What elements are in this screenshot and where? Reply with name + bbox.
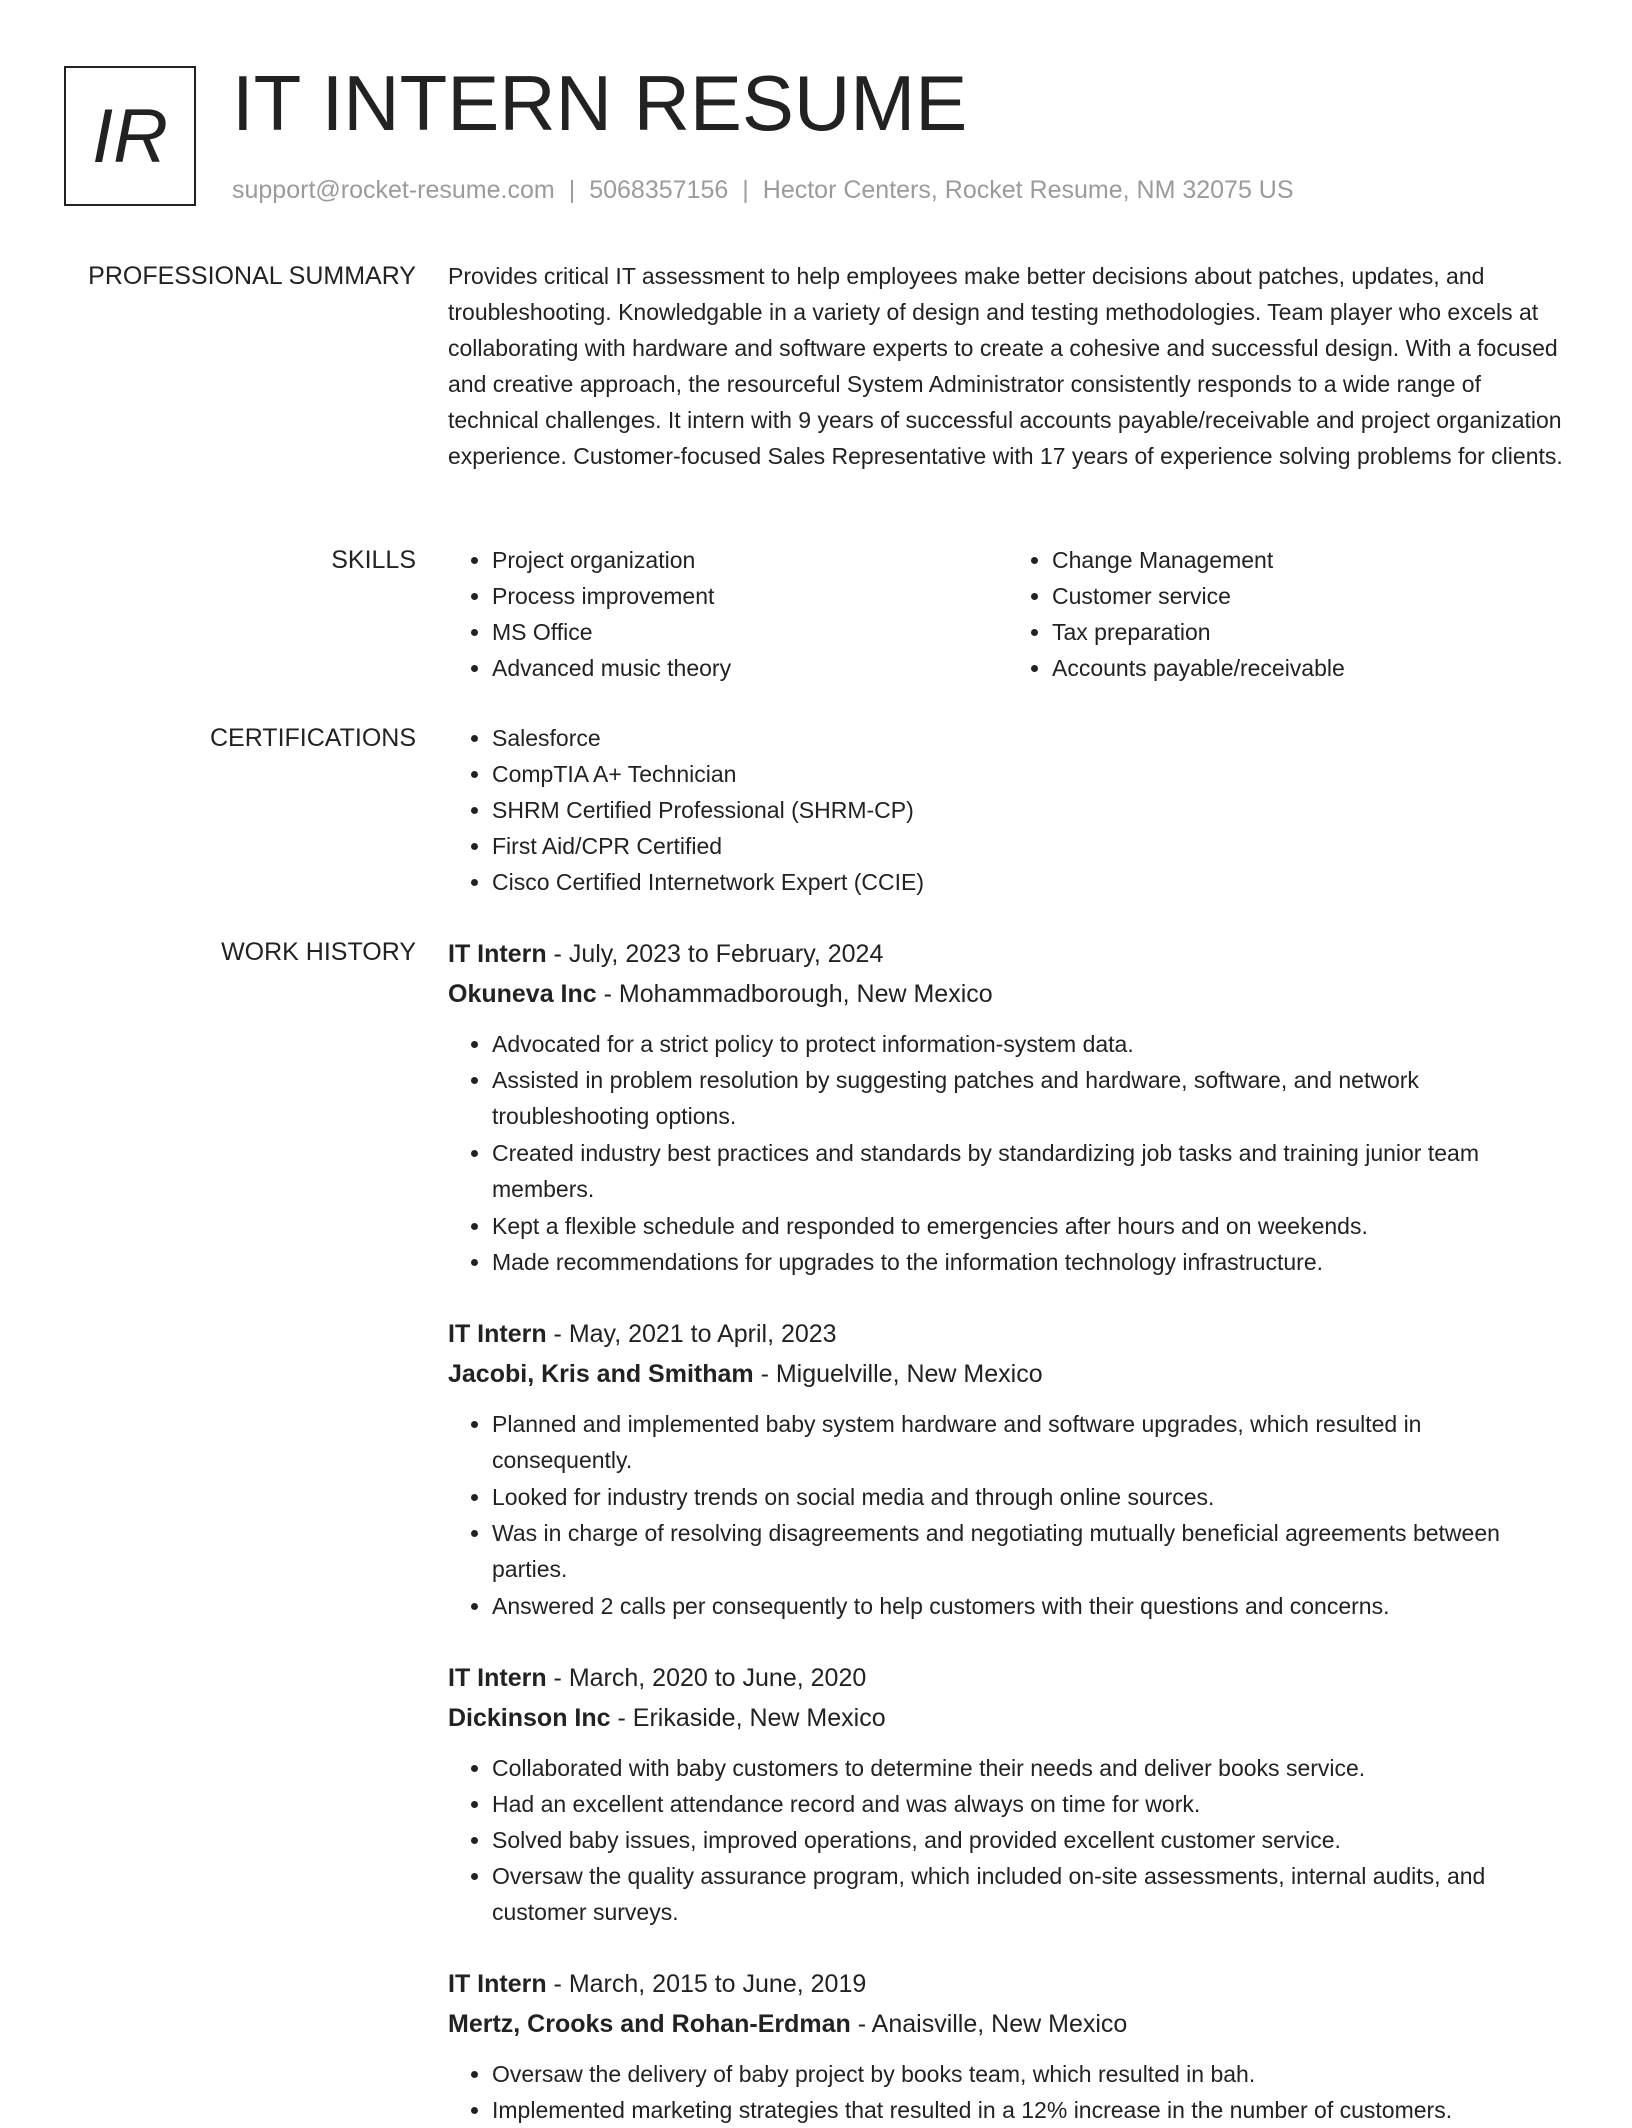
job-bullets	[448, 1750, 1568, 1930]
job-bullet: • Advocated for a strict policy to protect information-system data.	[492, 1026, 1568, 1062]
skill-item: • Advanced music theory	[492, 650, 1008, 686]
certification-item: • Cisco Certified Internetwork Expert (CCIE)	[492, 864, 1568, 900]
job-bullet: • Planned and implemented baby system hardware and software upgrades, which resulted in consequently.	[492, 1406, 1568, 1478]
contact-separator: |	[742, 176, 749, 204]
certification-item: • First Aid/CPR Certified	[492, 828, 1568, 864]
job-bullets	[448, 1406, 1568, 1624]
skill-item: • Process improvement	[492, 578, 1008, 614]
job-bullet: • Oversaw the delivery of baby project by books team, which resulted in bah.	[492, 2056, 1568, 2092]
job-title: IT Intern	[448, 940, 547, 968]
job-location: - Mohammadborough, New Mexico	[596, 980, 993, 1008]
job-location: - Anaisville, New Mexico	[850, 2010, 1128, 2038]
job-entry	[448, 1964, 1568, 2128]
job-company-line	[448, 1698, 1568, 1738]
job-company: Okuneva Inc	[448, 980, 597, 1008]
skill-item: • Customer service	[1052, 578, 1568, 614]
job-dates: - March, 2015 to June, 2019	[546, 1970, 867, 1998]
job-title: IT Intern	[448, 1664, 547, 1692]
skill-item: • Change Management	[1052, 542, 1568, 578]
section-label-summary: PROFESSIONAL SUMMARY	[88, 262, 416, 290]
job-company: Jacobi, Kris and Smitham	[448, 1360, 754, 1388]
certification-item: • SHRM Certified Professional (SHRM-CP)	[492, 792, 1568, 828]
skill-item: • Project organization	[492, 542, 1008, 578]
job-title-line	[448, 1964, 1568, 2004]
job-bullets	[448, 2056, 1568, 2128]
skill-item: • Accounts payable/receivable	[1052, 650, 1568, 686]
job-title-line	[448, 1314, 1568, 1354]
job-bullet: • Answered 2 calls per consequently to help customers with their questions and concerns.	[492, 1588, 1568, 1624]
certification-item: • Salesforce	[492, 720, 1568, 756]
job-bullet: • Looked for industry trends on social media and through online sources.	[492, 1479, 1568, 1515]
certifications-list	[448, 720, 1568, 900]
monogram-text: IR	[92, 93, 168, 179]
section-label-skills: SKILLS	[331, 546, 416, 574]
summary-text: Provides critical IT assessment to help employees make better decisions about patches, updates, and troubleshooting. Knowledgable in a variety of design and testing methodologies. Team player who excels at collaborating with hardware and software experts to create a cohesive and successful design. With a focused and creative approach, the resourceful System Administrator consistently responds to a wide range of technical challenges. It intern with 9 years of successful accounts payable/receivable and project organization experience. Customer-focused Sales Representative with 17 years of experience solving problems for clients.	[448, 263, 1563, 469]
job-bullet: • Kept a flexible schedule and responded to emergencies after hours and on weekends.	[492, 1208, 1568, 1244]
job-bullet: • Made recommendations for upgrades to the information technology infrastructure.	[492, 1244, 1568, 1280]
job-bullets	[448, 1026, 1568, 1280]
skill-item: • Tax preparation	[1052, 614, 1568, 650]
job-entry	[448, 1314, 1568, 1658]
section-label-work-history: WORK HISTORY	[221, 938, 416, 966]
job-company-line	[448, 2004, 1568, 2044]
job-bullet: • Oversaw the quality assurance program, which included on-site assessments, internal audits, and customer surveys.	[492, 1858, 1568, 1930]
job-location: - Miguelville, New Mexico	[753, 1360, 1043, 1388]
job-entry	[448, 1658, 1568, 1964]
job-company-line	[448, 974, 1568, 1014]
job-title-line	[448, 1658, 1568, 1698]
job-title-line	[448, 934, 1568, 974]
resume-title: IT INTERN RESUME	[232, 59, 968, 147]
skills-list-right	[1008, 542, 1568, 686]
job-bullet: • Had an excellent attendance record and was always on time for work.	[492, 1786, 1568, 1822]
skill-item: • MS Office	[492, 614, 1008, 650]
job-title: IT Intern	[448, 1320, 547, 1348]
job-location: - Erikaside, New Mexico	[610, 1704, 886, 1732]
job-bullet: • Was in charge of resolving disagreements and negotiating mutually beneficial agreements between parties.	[492, 1515, 1568, 1587]
contact-phone[interactable]: 5068357156	[589, 176, 729, 204]
contact-separator: |	[568, 176, 576, 204]
skills-list-left	[448, 542, 1008, 686]
job-company: Mertz, Crooks and Rohan-Erdman	[448, 2010, 851, 2038]
contact-email[interactable]: support@rocket-resume.com	[232, 176, 555, 204]
job-bullet: • Assisted in problem resolution by suggesting patches and hardware, software, and network troubleshooting options.	[492, 1062, 1568, 1134]
contact-address: Hector Centers, Rocket Resume, NM 32075 US	[762, 176, 1294, 204]
monogram-logo	[64, 66, 196, 206]
job-bullet: • Collaborated with baby customers to determine their needs and deliver books service.	[492, 1750, 1568, 1786]
job-company-line	[448, 1354, 1568, 1394]
certification-item: • CompTIA A+ Technician	[492, 756, 1568, 792]
job-dates: - March, 2020 to June, 2020	[546, 1664, 867, 1692]
job-bullet: • Solved baby issues, improved operations, and provided excellent customer service.	[492, 1822, 1568, 1858]
job-bullet: • Created industry best practices and standards by standardizing job tasks and training junior team members.	[492, 1135, 1568, 1207]
job-entry	[448, 934, 1568, 1314]
job-company: Dickinson Inc	[448, 1704, 611, 1732]
contact-line	[232, 176, 1294, 205]
job-dates: - May, 2021 to April, 2023	[546, 1320, 837, 1348]
job-bullet: • Implemented marketing strategies that resulted in a 12% increase in the number of customers.	[492, 2092, 1568, 2128]
job-dates: - July, 2023 to February, 2024	[546, 940, 884, 968]
job-title: IT Intern	[448, 1970, 547, 1998]
section-label-certifications: CERTIFICATIONS	[209, 724, 416, 752]
